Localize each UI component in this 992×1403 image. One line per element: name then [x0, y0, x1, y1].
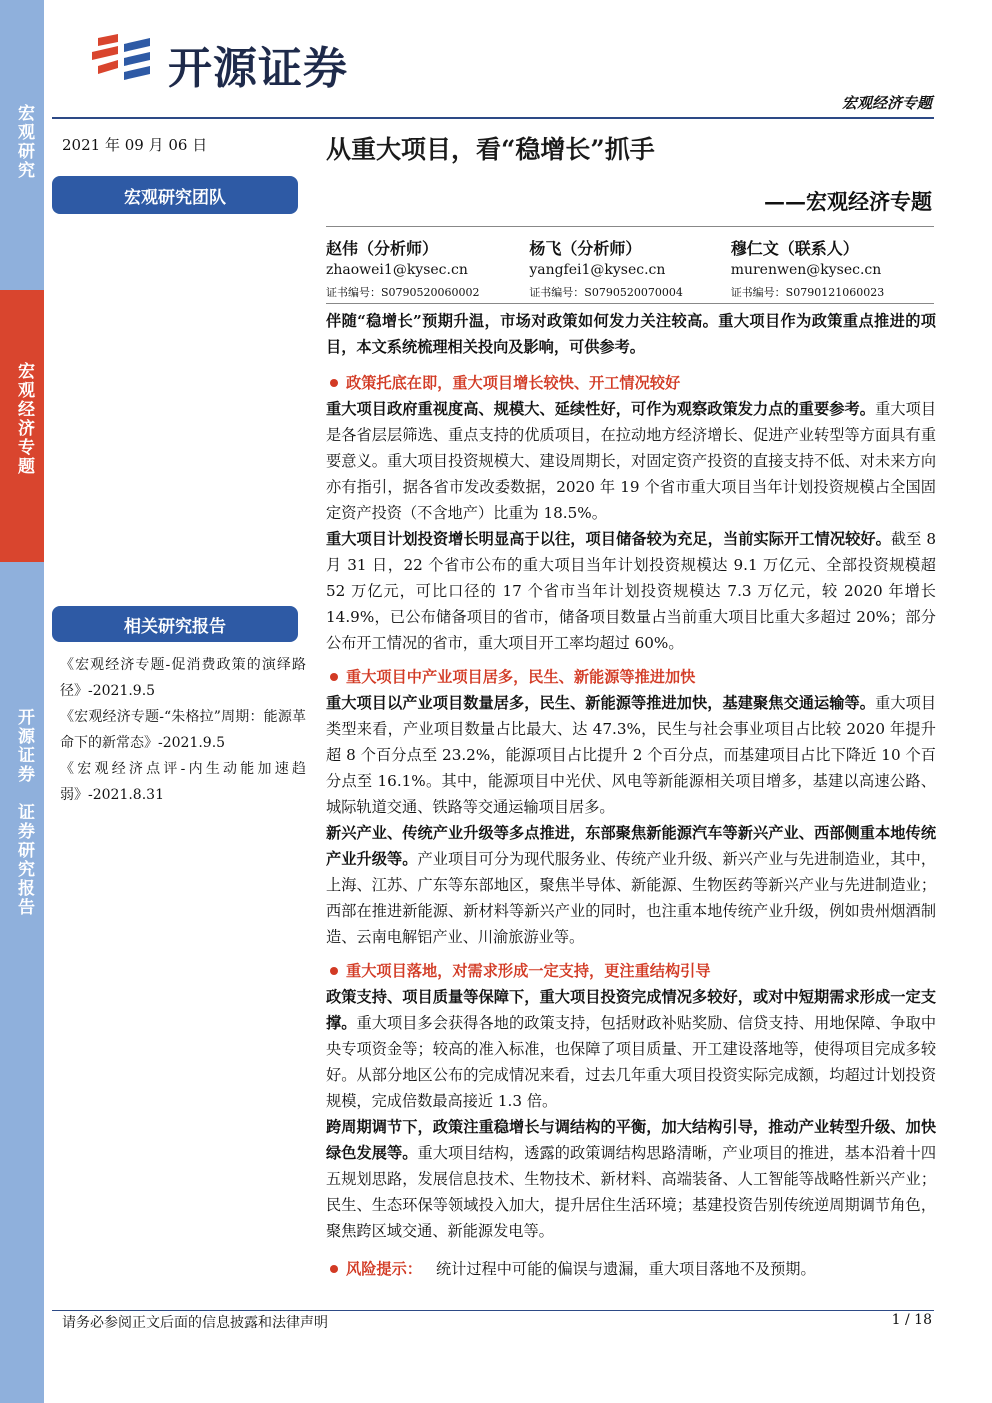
analyst-cert: 证书编号：S0790121060023: [730, 286, 885, 299]
paragraph-text: 重大项目类型来看，产业项目数量占比最大、达 47.3%，民生与社会事业项目占比较 2020 年提升超 8 个百分点至 23.2%，能源项目占比提升 2 个百分点，而基建项目占比下降近 10 个百分点至 16.1%。其中，能源项目中光伏、风电等新能源相关项目增多，基建以高速公路、城际轨道交通、铁路等交通运输项目居多。: [326, 694, 937, 816]
analyst-list: [326, 236, 934, 302]
sidebar-label-top: 宏观研究: [14, 104, 34, 180]
section-heading-text: 重大项目中产业项目居多，民生、新能源等推进加快: [346, 668, 696, 686]
header-divider: [52, 117, 934, 119]
related-report-link[interactable]: 《宏观经济专题-“朱格拉”周期：能源革命下的新常态》-2021.9.5: [60, 709, 306, 751]
sidebar-label-bottom: 开源证券 证券研究报告: [14, 708, 34, 917]
team-label: 宏观研究团队: [52, 176, 298, 214]
footer-divider: [52, 1310, 934, 1311]
analyst-name: 赵伟（分析师）: [326, 239, 439, 258]
report-body: [326, 308, 936, 1282]
analyst-divider-bottom: [326, 303, 934, 304]
paragraph-text: 重大项目多会获得各地的政策支持，包括财政补贴奖励、信贷支持、用地保障、争取中央专项资金等；较高的准入标准，也保障了项目质量、开工建设落地等，使得项目完成多较好。从部分地区公布的完成情况来看，过去几年重大项目投资实际完成额，均超过计划投资规模，完成倍数最高接近 1.3 倍。: [326, 1014, 937, 1110]
intro-paragraph: 伴随“稳增长”预期升温，市场对政策如何发力关注较高。重大项目作为政策重点推进的项目，本文系统梳理相关投向及影响，可供参考。: [326, 312, 936, 356]
risk-text: 统计过程中可能的偏误与遗漏，重大项目落地不及预期。: [435, 1260, 816, 1278]
body-paragraph: [326, 690, 936, 820]
sidebar-band-bottom: [0, 562, 44, 1403]
report-date: 2021 年 09 月 06 日: [62, 136, 208, 154]
analyst-card: [731, 236, 934, 302]
analyst-card: [326, 236, 529, 302]
paragraph-text: 重大项目结构，透露的政策调结构思路清晰，产业项目的推进，基本沿着十四五规划思路，发展信息技术、生物技术、新材料、高端装备、人工智能等战略性新兴产业；民生、生态环保等领域投入加大，提升居住生活环境；基建投资告别传统逆周期调节角色，聚焦跨区域交通、新能源发电等。: [326, 1144, 937, 1240]
body-paragraph: [326, 1114, 936, 1244]
bullet-icon: [330, 1265, 338, 1273]
related-reports-list: [60, 652, 306, 808]
body-paragraph: [326, 820, 936, 950]
related-reports-label: 相关研究报告: [52, 606, 298, 642]
paragraph-text: 产业项目可分为现代服务业、传统产业升级、新兴产业与先进制造业，其中，上海、江苏、广东等东部地区，聚焦半导体、新能源、生物医药等新兴产业与先进制造业；西部在推进新能源、新材料等新兴产业的同时，也注重本地传统产业升级，例如贵州烟酒制造、云南电解铝产业、川渝旅游业等。: [326, 850, 937, 946]
bullet-icon: [330, 379, 338, 387]
report-title: 从重大项目，看“稳增长”抓手: [326, 135, 655, 164]
body-paragraph: [326, 526, 936, 656]
risk-notice: [326, 1256, 936, 1282]
analyst-email[interactable]: yangfei1@kysec.cn: [529, 262, 666, 278]
analyst-name: 穆仁文（联系人）: [730, 239, 859, 258]
footer-disclaimer: 请务必参阅正文后面的信息披露和法律声明: [62, 1315, 328, 1331]
paragraph-lead: 新兴产业、传统产业升级等多点推进，东部聚焦新能源汽车等新兴产业、西部侧重本地传统产业升级等。: [326, 824, 936, 868]
analyst-email[interactable]: murenwen@kysec.cn: [730, 262, 882, 278]
section-heading: [326, 958, 936, 984]
section-heading-text: 政策托底在即，重大项目增长较快、开工情况较好: [346, 374, 681, 392]
bullet-icon: [330, 673, 338, 681]
header-tag: 宏观经济专题: [841, 94, 932, 112]
paragraph-lead: 政策支持、项目质量等保障下，重大项目投资完成情况多较好，或对中短期需求形成一定支撑。: [326, 988, 936, 1032]
sidebar-label-mid: 宏观经济专题: [14, 362, 34, 476]
body-paragraph: [326, 984, 936, 1114]
bullet-icon: [330, 967, 338, 975]
paragraph-lead: 重大项目以产业项目数量居多，民生、新能源等推进加快，基建聚焦交通运输等。: [326, 694, 876, 712]
analyst-cert: 证书编号：S0790520060002: [326, 286, 480, 299]
section-heading: [326, 370, 936, 396]
paragraph-lead: 跨周期调节下，政策注重稳增长与调结构的平衡，加大结构引导，推动产业转型升级、加快绿色发展等。: [326, 1118, 936, 1162]
analyst-email[interactable]: zhaowei1@kysec.cn: [326, 262, 468, 278]
paragraph-lead: 重大项目政府重视度高、规模大、延续性好，可作为观察政策发力点的重要参考。: [326, 400, 876, 418]
section-heading-text: 重大项目落地，对需求形成一定支持，更注重结构引导: [346, 962, 711, 980]
section-heading: [326, 664, 936, 690]
analyst-name: 杨飞（分析师）: [529, 239, 642, 258]
paragraph-text: 重大项目是各省层层筛选、重点支持的优质项目，在拉动地方经济增长、促进产业转型等方面具有重要意义。重大项目投资规模大、建设周期长，对固定资产投资的直接支持不低、对未来方向亦有指引，据各省市发改委数据，2020 年 19 个省市重大项目当年计划投资规模占全国固定资产投资（不含地产）比重为 18.5%。: [326, 400, 937, 522]
brand-logo-icon: [88, 30, 158, 86]
report-subtitle: ——宏观经济专题: [764, 189, 932, 214]
analyst-card: [529, 236, 730, 302]
analyst-divider-top: [326, 226, 934, 227]
related-report-link[interactable]: 《宏观经济专题-促消费政策的演绎路径》-2021.9.5: [60, 657, 306, 699]
paragraph-lead: 重大项目计划投资增长明显高于以往，项目储备较为充足，当前实际开工情况较好。: [326, 530, 891, 548]
analyst-cert: 证书编号：S0790520070004: [529, 286, 683, 299]
paragraph-text: 截至 8 月 31 日，22 个省市公布的重大项目当年计划投资规模达 9.1 万亿元、全部投资规模超 52 万亿元，可比口径的 17 个省市当年计划投资规模达 7.3 万亿元，较 2020 年增长 14.9%，已公布储备项目的省市，储备项目数量占当前重大项目比重大多超过 20%；部分公布开工情况的省市，重大项目开工率均超过 60%。: [326, 530, 936, 652]
brand-name: 开源证券: [168, 43, 348, 94]
page-number: 1 / 18: [891, 1312, 932, 1328]
body-paragraph: [326, 396, 936, 526]
related-report-link[interactable]: 《宏观经济点评-内生动能加速趋弱》-2021.8.31: [60, 761, 306, 803]
risk-label: 风险提示：: [346, 1260, 422, 1278]
